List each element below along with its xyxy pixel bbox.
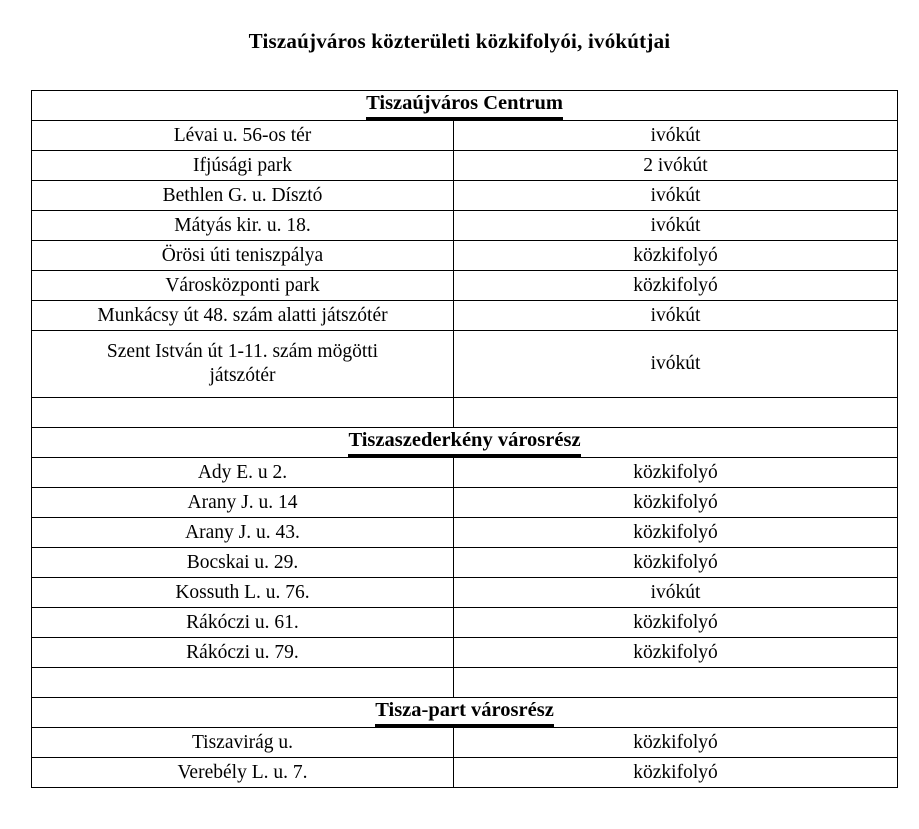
section-header-row	[32, 698, 898, 728]
location-cell: Kossuth L. u. 76.	[32, 578, 454, 608]
fountain-type-cell: közkifolyó	[454, 758, 898, 788]
table-row	[32, 181, 898, 211]
section-header-cell	[32, 91, 898, 121]
table-row	[32, 301, 898, 331]
location-line-1: Szent István út 1-11. szám mögötti	[106, 341, 379, 363]
fountain-type-cell: 2 ivókút	[454, 151, 898, 181]
table-body	[32, 91, 898, 788]
section-header-label: Tiszaújváros Centrum	[366, 91, 563, 119]
spacer-cell-left	[32, 398, 454, 428]
location-cell: Arany J. u. 43.	[32, 518, 454, 548]
table-row	[32, 578, 898, 608]
fountain-type-cell: ivókút	[454, 211, 898, 241]
fountain-type-cell: közkifolyó	[454, 728, 898, 758]
location-cell: Bethlen G. u. Dísztó	[32, 181, 454, 211]
section-header-label: Tiszaszederkény városrész	[348, 428, 580, 456]
table-row	[32, 518, 898, 548]
table-row	[32, 488, 898, 518]
location-cell: Mátyás kir. u. 18.	[32, 211, 454, 241]
spacer-cell-right	[454, 398, 898, 428]
table-row	[32, 728, 898, 758]
table-row	[32, 458, 898, 488]
table-row	[32, 548, 898, 578]
section-header-cell	[32, 698, 898, 728]
fountain-type-cell: ivókút	[454, 121, 898, 151]
table-row	[32, 271, 898, 301]
table-row	[32, 151, 898, 181]
spacer-row	[32, 398, 898, 428]
fountain-type-cell: közkifolyó	[454, 488, 898, 518]
location-cell: Tiszavirág u.	[32, 728, 454, 758]
table-row	[32, 211, 898, 241]
table-row	[32, 241, 898, 271]
location-cell: Arany J. u. 14	[32, 488, 454, 518]
table-row	[32, 608, 898, 638]
location-cell: Városközponti park	[32, 271, 454, 301]
fountain-type-cell: ivókút	[454, 181, 898, 211]
location-cell: Ady E. u 2.	[32, 458, 454, 488]
table-row	[32, 758, 898, 788]
fountain-type-cell: közkifolyó	[454, 638, 898, 668]
fountain-type-cell: közkifolyó	[454, 241, 898, 271]
section-header-row	[32, 91, 898, 121]
location-cell: Örösi úti teniszpálya	[32, 241, 454, 271]
spacer-row	[32, 668, 898, 698]
spacer-cell-left	[32, 668, 454, 698]
location-cell: Rákóczi u. 61.	[32, 608, 454, 638]
location-cell: Rákóczi u. 79.	[32, 638, 454, 668]
table-row	[32, 121, 898, 151]
table-row	[32, 331, 898, 398]
location-cell: Lévai u. 56-os tér	[32, 121, 454, 151]
fountains-table	[31, 90, 898, 788]
spacer-cell-right	[454, 668, 898, 698]
fountains-table-container	[31, 90, 897, 788]
fountain-type-cell: közkifolyó	[454, 458, 898, 488]
section-header-row	[32, 428, 898, 458]
fountain-type-cell: közkifolyó	[454, 271, 898, 301]
section-header-label: Tisza-part városrész	[375, 698, 554, 726]
section-header-cell	[32, 428, 898, 458]
location-line-2: játszótér	[209, 365, 276, 386]
fountain-type-cell: ivókút	[454, 301, 898, 331]
table-row	[32, 638, 898, 668]
fountain-type-cell: közkifolyó	[454, 548, 898, 578]
fountain-type-cell: közkifolyó	[454, 608, 898, 638]
location-cell: Bocskai u. 29.	[32, 548, 454, 578]
location-cell: Verebély L. u. 7.	[32, 758, 454, 788]
location-cell	[32, 331, 454, 398]
page-title: Tiszaújváros közterületi közkifolyói, ivókútjai	[248, 29, 671, 53]
fountain-type-cell: ivókút	[454, 331, 898, 398]
location-cell: Ifjúsági park	[32, 151, 454, 181]
location-cell: Munkácsy út 48. szám alatti játszótér	[32, 301, 454, 331]
fountain-type-cell: ivókút	[454, 578, 898, 608]
fountain-type-cell: közkifolyó	[454, 518, 898, 548]
